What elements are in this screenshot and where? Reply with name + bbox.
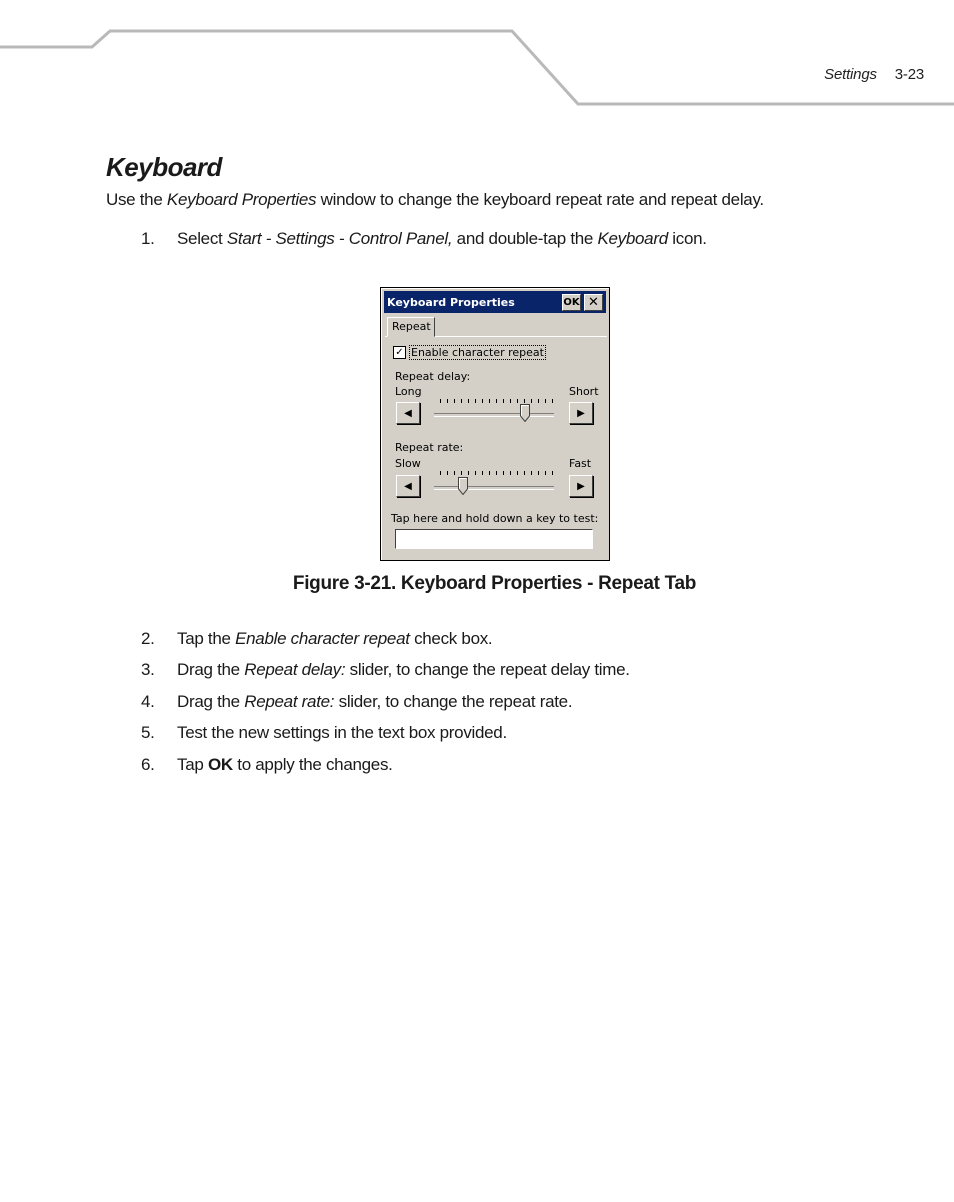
slider-tick [517,399,518,403]
slider-tick [531,471,532,475]
page-number: 3-23 [894,66,924,83]
enable-repeat-label: Enable character repeat [411,346,544,359]
delay-slider-track[interactable] [434,413,554,417]
slider-tick [447,471,448,475]
step-1 [141,229,707,249]
slider-tick [517,471,518,475]
step-emphasis: Start - Settings - Control Panel, [226,229,453,248]
intro-text: Use the [106,190,167,209]
step-text: Select [177,229,227,248]
rate-decrease-button[interactable]: ◀ [396,475,420,497]
slider-tick [461,399,462,403]
step-number: 1. [141,229,155,248]
test-field-label: Tap here and hold down a key to test: [391,512,599,525]
step-text: Drag the [177,660,245,679]
close-icon[interactable]: ✕ [584,294,603,311]
step-4 [141,692,572,712]
step-text: slider, to change the repeat delay time. [345,660,630,679]
step-text: Drag the [177,692,245,711]
section-name: Settings [824,66,877,83]
ok-button[interactable]: OK [562,294,581,311]
slider-tick [531,399,532,403]
slider-tick [524,471,525,475]
slider-tick [454,399,455,403]
delay-slider-thumb[interactable] [520,404,530,422]
slider-tick [468,471,469,475]
step-emphasis: Keyboard [597,229,668,248]
slider-tick [496,471,497,475]
step-2 [141,629,492,649]
slider-tick [454,471,455,475]
slider-tick [489,399,490,403]
figure-caption: Figure 3-21. Keyboard Properties - Repeat Tab [292,573,697,594]
rate-ticks [440,471,552,476]
rate-slow-label: Slow [395,457,421,470]
step-number: 2. [141,629,155,648]
slider-tick [489,471,490,475]
step-emphasis: Repeat delay: [244,660,346,679]
slider-tick [545,399,546,403]
delay-long-label: Long [395,385,422,398]
step-number: 5. [141,723,155,742]
slider-tick [510,471,511,475]
slider-tick [461,471,462,475]
step-text: to apply the changes. [232,755,393,774]
header-rule [0,0,954,110]
intro-text-end: window to change the keyboard repeat rate and repeat delay. [316,190,764,209]
dialog-titlebar [384,291,606,313]
step-text: Tap the [177,629,236,648]
slider-tick [482,399,483,403]
section-heading: Keyboard [106,152,222,182]
rate-slider-track[interactable] [434,486,554,490]
delay-decrease-button[interactable]: ◀ [396,402,420,424]
step-text: Test the new settings in the text box provided. [177,723,507,742]
slider-tick [468,399,469,403]
step-number: 4. [141,692,155,711]
test-input[interactable] [395,529,593,549]
step-text: and double-tap the [452,229,598,248]
rate-increase-button[interactable]: ▶ [569,475,593,497]
slider-tick [440,471,441,475]
slider-tick [496,399,497,403]
running-head [824,66,924,83]
step-text: Tap [177,755,208,774]
delay-increase-button[interactable]: ▶ [569,402,593,424]
enable-repeat-checkbox-row[interactable] [393,345,546,360]
slider-tick [538,471,539,475]
intro-emphasis: Keyboard Properties [166,190,317,209]
delay-ticks [440,399,552,404]
delay-short-label: Short [569,385,599,398]
enable-repeat-checkbox[interactable]: ✓ [393,346,406,359]
slider-tick [475,471,476,475]
slider-tick [510,399,511,403]
repeat-rate-label: Repeat rate: [395,441,464,454]
step-text: check box. [409,629,493,648]
intro-paragraph [106,190,764,210]
repeat-delay-label: Repeat delay: [395,370,471,383]
slider-tick [503,399,504,403]
slider-tick [482,471,483,475]
slider-tick [552,471,553,475]
slider-tick [524,399,525,403]
dialog-title: Keyboard Properties [387,295,515,309]
step-emphasis: Enable character repeat [235,629,410,648]
rate-fast-label: Fast [569,457,592,470]
step-number: 6. [141,755,155,774]
slider-tick [440,399,441,403]
step-6 [141,755,393,775]
keyboard-properties-dialog [380,287,610,561]
slider-tick [503,471,504,475]
tab-repeat[interactable]: Repeat [387,317,435,337]
step-3 [141,660,630,680]
step-text: icon. [667,229,707,248]
step-5 [141,723,507,743]
step-bold: OK [207,755,233,774]
step-number: 3. [141,660,155,679]
slider-tick [447,399,448,403]
slider-tick [475,399,476,403]
slider-tick [545,471,546,475]
slider-tick [538,399,539,403]
slider-tick [552,399,553,403]
rate-slider-thumb[interactable] [458,477,468,495]
step-emphasis: Repeat rate: [244,692,335,711]
step-text: slider, to change the repeat rate. [334,692,573,711]
